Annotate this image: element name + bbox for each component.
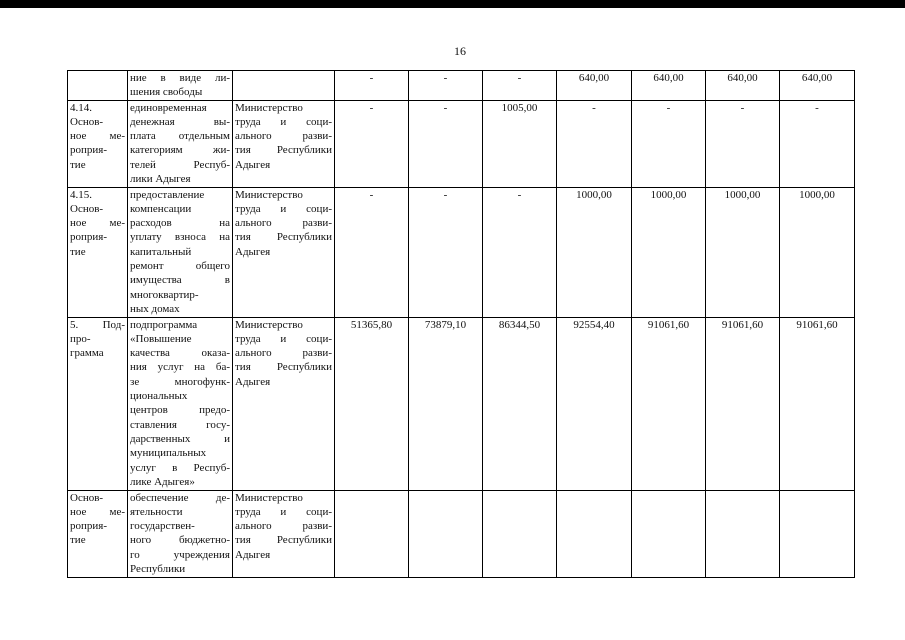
row-description-text	[130, 101, 230, 187]
value-cell	[335, 490, 409, 577]
value-cell: 640,00	[632, 71, 706, 101]
row-type-text-line: Основ-	[70, 202, 104, 215]
value-cell: 640,00	[557, 71, 632, 101]
value-cell: -	[335, 187, 409, 317]
row-description-text-line: расходов на	[130, 217, 230, 230]
row-executor-text-line: Министерство	[235, 318, 303, 331]
row-executor-text-line: тия Республики	[235, 534, 332, 547]
row-type-text	[70, 318, 125, 361]
row-executor-text	[235, 491, 332, 562]
row-type-text-line: 5. Под-	[70, 318, 125, 331]
value-cell: 91061,60	[632, 317, 706, 490]
row-executor-cell	[233, 187, 335, 317]
value-cell: -	[409, 187, 483, 317]
row-type-cell	[68, 490, 128, 577]
row-type-text-line: ное ме-	[70, 505, 125, 518]
row-description-text-line: Республики	[130, 563, 186, 576]
row-executor-text-line: тия Республики	[235, 144, 332, 157]
table-body	[68, 71, 855, 578]
row-description-text	[130, 491, 230, 577]
row-type-cell	[68, 187, 128, 317]
row-type-cell	[68, 317, 128, 490]
table-row	[68, 187, 855, 317]
row-type-text	[70, 491, 125, 548]
row-description-text-line: циональных	[130, 390, 188, 403]
row-description-text-line: ятельности	[130, 505, 183, 518]
value-cell: 1000,00	[706, 187, 780, 317]
row-description-text	[130, 318, 230, 490]
row-description-text-line: имущества в	[130, 274, 230, 287]
row-description-text-line: ставления госу-	[130, 418, 230, 431]
table-row	[68, 100, 855, 187]
row-executor-text-line: тия Республики	[235, 361, 332, 374]
value-cell: -	[335, 71, 409, 101]
row-description-text	[130, 71, 230, 100]
value-cell: 1005,00	[483, 100, 557, 187]
row-type-text-line: роприя-	[70, 520, 107, 533]
row-description-text-line: ния услуг на ба-	[130, 361, 230, 374]
row-executor-text-line: ального разви-	[235, 217, 332, 230]
row-description-cell	[128, 187, 233, 317]
row-type-text-line: Основ-	[70, 491, 104, 504]
value-cell	[632, 490, 706, 577]
row-executor-text-line: труда и соци-	[235, 115, 332, 128]
table-row	[68, 490, 855, 577]
row-executor-text-line: Адыгея	[235, 158, 271, 171]
row-description-text-line: плата отдельным	[130, 130, 230, 143]
row-type-cell	[68, 71, 128, 101]
row-executor-text-line: ального разви-	[235, 520, 332, 533]
row-executor-text-line: Адыгея	[235, 375, 271, 388]
row-executor-text-line: тия Республики	[235, 231, 332, 244]
row-type-text-line: роприя-	[70, 144, 107, 157]
value-cell: -	[483, 187, 557, 317]
value-cell: -	[557, 100, 632, 187]
row-type-text-line: про-	[70, 332, 91, 345]
row-executor-text	[235, 318, 332, 389]
row-description-text-line: дарственных и	[130, 432, 230, 445]
value-cell: -	[632, 100, 706, 187]
value-cell: -	[706, 100, 780, 187]
row-executor-cell	[233, 490, 335, 577]
row-executor-text-line: ального разви-	[235, 130, 332, 143]
scan-top-border	[0, 0, 905, 8]
value-cell: 1000,00	[632, 187, 706, 317]
value-cell: 92554,40	[557, 317, 632, 490]
row-executor-text-line: Министерство	[235, 101, 303, 114]
row-description-text-line: зе многофунк-	[130, 375, 230, 388]
row-description-cell	[128, 490, 233, 577]
value-cell: 86344,50	[483, 317, 557, 490]
row-type-text-line: тие	[70, 158, 86, 171]
row-type-text-line: Основ-	[70, 115, 104, 128]
row-executor-text-line: Адыгея	[235, 548, 271, 561]
value-cell	[706, 490, 780, 577]
row-description-text-line: шения свободы	[130, 86, 203, 99]
row-description-text-line: го учреждения	[130, 548, 230, 561]
row-description-text-line: центров предо-	[130, 404, 230, 417]
row-executor-text-line: Министерство	[235, 491, 303, 504]
row-executor-text	[235, 188, 332, 259]
row-description-text-line: многоквартир-	[130, 288, 199, 301]
table-row	[68, 71, 855, 101]
value-cell: -	[483, 71, 557, 101]
row-description-text-line: денежная вы-	[130, 115, 230, 128]
row-description-text-line: ние в виде ли-	[130, 72, 230, 84]
value-cell	[780, 490, 855, 577]
value-cell: 640,00	[780, 71, 855, 101]
row-description-cell	[128, 100, 233, 187]
row-description-text-line: качества оказа-	[130, 347, 230, 360]
row-description-text-line: обеспечение де-	[130, 491, 230, 504]
row-description-text-line: уплату взноса на	[130, 231, 230, 244]
row-description-text-line: категориям жи-	[130, 144, 230, 157]
row-description-text	[130, 188, 230, 317]
row-description-text-line: лики Адыгея	[130, 173, 191, 186]
value-cell: 91061,60	[706, 317, 780, 490]
row-executor-text-line: Министерство	[235, 188, 303, 201]
row-description-text-line: ремонт общего	[130, 260, 230, 273]
value-cell: 73879,10	[409, 317, 483, 490]
row-description-text-line: предоставление	[130, 188, 205, 201]
row-executor-text-line: труда и соци-	[235, 202, 332, 215]
row-type-cell	[68, 100, 128, 187]
row-description-text-line: подпрограмма	[130, 318, 198, 331]
row-description-text-line: государствен-	[130, 520, 195, 533]
value-cell: 1000,00	[557, 187, 632, 317]
value-cell: -	[335, 100, 409, 187]
row-description-text-line: телей Респуб-	[130, 158, 230, 171]
row-type-text-line: грамма	[70, 347, 104, 360]
row-type-text-line: ное ме-	[70, 130, 125, 143]
row-executor-text-line: труда и соци-	[235, 332, 332, 345]
row-description-text-line: муниципальных	[130, 447, 207, 460]
row-description-text-line: «Повышение	[130, 332, 192, 345]
table-row	[68, 317, 855, 490]
value-cell: -	[409, 100, 483, 187]
row-executor-text-line: ального разви-	[235, 347, 332, 360]
row-description-text-line: лике Адыгея»	[130, 475, 195, 488]
value-cell: 91061,60	[780, 317, 855, 490]
row-type-text-line: ное ме-	[70, 217, 125, 230]
value-cell: 51365,80	[335, 317, 409, 490]
row-description-text-line: ных домах	[130, 302, 180, 315]
row-description-cell	[128, 317, 233, 490]
row-type-text	[70, 188, 125, 259]
value-cell: -	[409, 71, 483, 101]
program-funding-table	[67, 70, 855, 578]
value-cell	[557, 490, 632, 577]
row-executor-text-line: Адыгея	[235, 245, 271, 258]
row-description-cell	[128, 71, 233, 101]
row-type-text-line: 4.14.	[70, 101, 92, 114]
row-type-text	[70, 101, 125, 172]
value-cell: 1000,00	[780, 187, 855, 317]
row-description-text-line: ного бюджетно-	[130, 534, 230, 547]
value-cell: -	[780, 100, 855, 187]
value-cell: 640,00	[706, 71, 780, 101]
row-type-text-line: тие	[70, 245, 86, 258]
page-number: 16	[454, 44, 466, 58]
value-cell	[409, 490, 483, 577]
row-type-text-line: роприя-	[70, 231, 107, 244]
row-description-text-line: компенсации	[130, 202, 192, 215]
row-description-text-line: услуг в Респуб-	[130, 461, 230, 474]
row-type-text-line: тие	[70, 534, 86, 547]
row-description-text-line: единовременная	[130, 101, 207, 114]
row-executor-cell	[233, 100, 335, 187]
row-description-text-line: капитальный	[130, 245, 192, 258]
row-type-text-line: 4.15.	[70, 188, 92, 201]
row-executor-cell	[233, 71, 335, 101]
value-cell	[483, 490, 557, 577]
row-executor-text	[235, 101, 332, 172]
row-executor-text-line: труда и соци-	[235, 505, 332, 518]
row-executor-cell	[233, 317, 335, 490]
